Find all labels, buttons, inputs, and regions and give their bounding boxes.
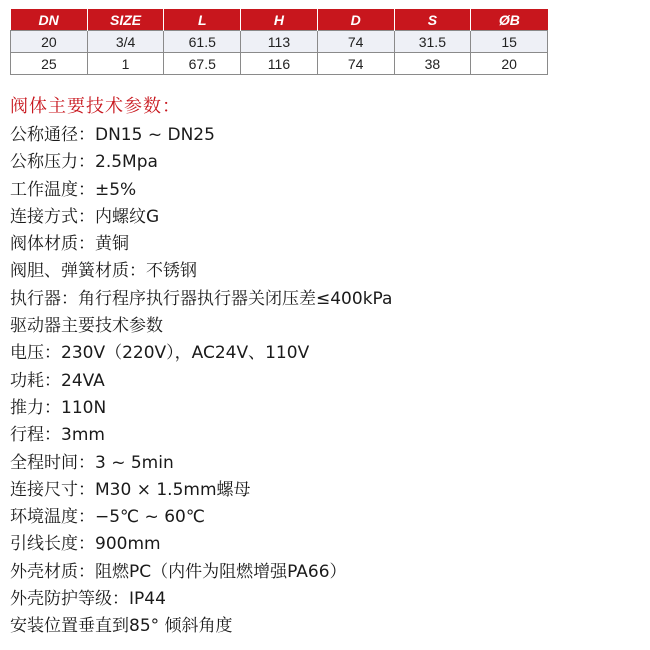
table-cell: 1 [87, 53, 164, 75]
table-cell: 15 [471, 31, 548, 53]
table-cell: 3/4 [87, 31, 164, 53]
table-cell: 20 [11, 31, 88, 53]
spec-list [10, 122, 392, 641]
table-row [11, 31, 548, 53]
spec-line: 功耗：24VA [10, 370, 105, 391]
table-cell: 61.5 [164, 31, 241, 53]
spec-line: 公称通径：DN15 ~ DN25 [10, 125, 215, 145]
spec-line: 外壳材质：阻燃PC（内件为阻燃增强PA66） [10, 561, 347, 582]
header-dn: DN [11, 9, 88, 31]
spec-line: 驱动器主要技术参数 [10, 316, 163, 337]
spec-line: 行程：3mm [10, 425, 105, 446]
table-cell: 67.5 [164, 53, 241, 75]
table-cell: 74 [317, 31, 394, 53]
header-size: SIZE [87, 9, 164, 31]
spec-line: 外壳防护等级：IP44 [10, 589, 166, 610]
header-h: H [241, 9, 318, 31]
spec-line: 引线长度：900mm [10, 534, 161, 555]
table-row [11, 53, 548, 75]
table-cell: 113 [241, 31, 318, 53]
table-cell: 31.5 [394, 31, 471, 53]
header-s: S [394, 9, 471, 31]
header-l: L [164, 9, 241, 31]
spec-line: 执行器：角行程序执行器执行器关闭压差≤400kPa [10, 288, 393, 309]
table-header-row [11, 9, 548, 31]
dimension-table [10, 9, 548, 75]
section-heading: 阀体主要技术参数： [10, 96, 181, 117]
spec-line: 公称压力：2.5Mpa [10, 152, 158, 173]
table-cell: 74 [317, 53, 394, 75]
spec-line: 工作温度：±5% [10, 179, 137, 200]
header-ob: ØB [471, 9, 548, 31]
spec-line: 连接尺寸：M30 × 1.5mm螺母 [10, 479, 251, 500]
table-cell: 25 [11, 53, 88, 75]
header-d: D [317, 9, 394, 31]
spec-line: 阀体材质：黄铜 [10, 234, 129, 255]
spec-line: 连接方式：内螺纹G [10, 206, 160, 227]
table-cell: 38 [394, 53, 471, 75]
spec-line: 环境温度：−5℃ ~ 60℃ [10, 507, 205, 528]
table-cell: 116 [241, 53, 318, 75]
spec-line: 电压：230V（220V），AC24V、110V [10, 343, 310, 364]
spec-line: 安装位置垂直到85° 倾斜角度 [10, 616, 233, 637]
spec-line: 推力：110N [10, 397, 107, 418]
spec-line: 阀胆、弹簧材质：不锈钢 [10, 261, 197, 282]
table-cell: 20 [471, 53, 548, 75]
spec-line: 全程时间：3 ~ 5min [10, 452, 174, 473]
